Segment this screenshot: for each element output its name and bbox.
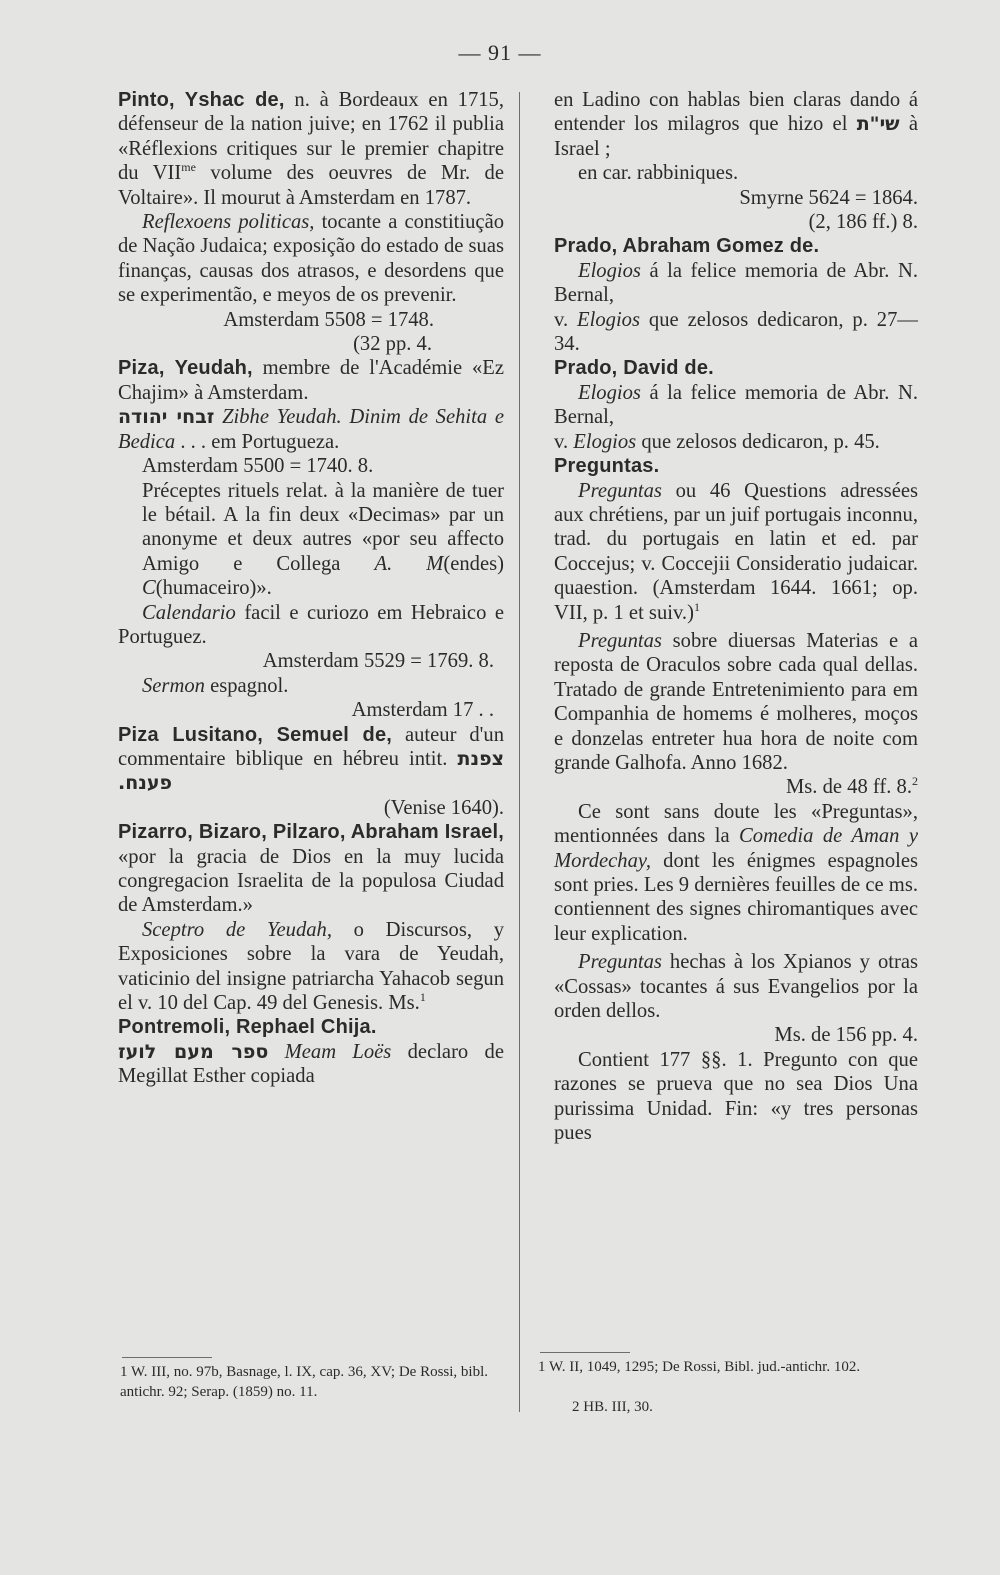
- entry-heading: Preguntas.: [554, 455, 660, 478]
- work-title: Zibhe Yeudah. Dinim de Sehita e Bedica: [118, 406, 504, 453]
- imprint: Amsterdam 5529 = 1769. 8.: [262, 650, 494, 673]
- format: (32 pp. 4.: [353, 333, 432, 356]
- work-title: Calendario: [142, 601, 236, 624]
- work-title: Preguntas: [578, 951, 662, 974]
- work-title: Preguntas: [578, 629, 662, 652]
- work-title: Elogios: [578, 381, 641, 404]
- work-note: en car. rabbiniques.: [578, 162, 739, 185]
- entry-preguntas: [554, 454, 918, 478]
- entry-heading: Piza, Yeudah,: [118, 357, 253, 380]
- entry-work: Preguntas hechas à los Xpianos y otras «Cossas» tocantes á sus Evangelios por la orden dellos.: [554, 951, 918, 1023]
- entry-piza-lusitano: Piza Lusitano, Semuel de, auteur d'un commentaire biblique en hébreu intit. צפנת פענח.: [118, 723, 504, 795]
- footnote: 1 W. III, no. 97b, Basnage, l. IX, cap. 36, XV; De Rossi, bibl. antichr. 92; Serap. (1859) no. 11.: [120, 1364, 489, 1400]
- entry-heading: Piza Lusitano, Semuel de,: [118, 723, 393, 746]
- entry-heading: Pinto, Yshac de,: [118, 89, 285, 111]
- column-divider: [519, 92, 520, 1412]
- hebrew-title: ספר מעם לועז: [118, 1040, 269, 1063]
- cross-reference: v. Elogios que zelosos dedicaron, p. 27—34.: [554, 308, 918, 356]
- entry-pontremoli: [118, 1015, 504, 1039]
- imprint: (Venise 1640).: [383, 796, 504, 819]
- hebrew-word: שי"ת: [856, 113, 900, 136]
- hebrew-title: צפנת פענח.: [118, 747, 504, 795]
- entry-heading: Prado, Abraham Gomez de.: [554, 235, 820, 258]
- work-note: Ce sont sans doute les «Preguntas», mentionnées dans la Comedia de Aman y Mordechay, dont les énigmes espagnoles sont pries. Les 9 dernières feuilles de ce ms. contiennent des signes chiromantiques avec leur explication.: [554, 800, 918, 945]
- imprint: Amsterdam 5500 = 1740. 8.: [142, 455, 374, 478]
- entry-heading: Pontremoli, Rephael Chija.: [118, 1016, 377, 1039]
- entry-work: Elogios á la felice memoria de Abr. N. Bernal,: [554, 381, 918, 429]
- entry-work: Elogios á la felice memoria de Abr. N. Bernal,: [554, 259, 918, 307]
- left-column: [118, 88, 504, 1089]
- format: (2, 186 ff.) 8.: [808, 211, 918, 234]
- entry-prado-david: [554, 356, 918, 380]
- entry-piza: Piza, Yeudah, membre de l'Académie «Ez Chajim» à Amsterdam.: [118, 357, 504, 404]
- page-number: — 91 —: [458, 40, 542, 65]
- entry-heading: Pizarro, Bizaro, Pilzaro,: [118, 821, 346, 844]
- entry-pizarro: Pizarro, Bizaro, Pilzaro, Abraham Israel, «por la gracia de Dios en la muy lucida congregacion Israelita de la populosa Ciudad de Amsterdam.»: [118, 821, 504, 917]
- footnote-rule: [122, 1357, 212, 1358]
- work-note: Préceptes rituels relat. à la manière de tuer le bétail. A la fin deux «Decimas» par un anonyme et deux autres «por seu affecto Amigo e Collega A. M(endes) C(humaceiro)».: [142, 479, 504, 600]
- footnote: 1 W. II, 1049, 1295; De Rossi, Bibl. jud.-antichr. 102.: [538, 1359, 861, 1375]
- imprint: Amsterdam 17 . .: [351, 699, 494, 722]
- entry-work: Calendario facil e curiozo em Hebraico e Portuguez.: [118, 601, 504, 648]
- entry-work: Reflexoens politicas, tocante a constitiução de Nação Judaica; exposição do estado de suas finanças, causas dos atrasos, e desordens que se experimentão, e meyos de os prevenir.: [118, 211, 505, 307]
- hebrew-title: זבחי יהודה: [118, 406, 215, 429]
- footnote: 2 HB. III, 30.: [572, 1399, 653, 1415]
- work-note: Contient 177 §§. 1. Pregunto con que razones se prueva que no sea Dios Una purissima Unidad. Fin: «y tres personas pues: [554, 1048, 918, 1145]
- entry-work: Sermon espagnol.: [142, 674, 289, 697]
- imprint: Amsterdam 5508 = 1748.: [223, 308, 434, 331]
- footnote-rule: [540, 1352, 630, 1353]
- manuscript-format: Ms. de 156 pp. 4.: [774, 1024, 918, 1047]
- entry-work: Preguntas sobre diuersas Materias e a reposta de Oraculos sobre cada qual dellas. Tratado de grande Entretenimiento para em Companhia de homems é molheres, moços e donzelas entreter hua hora de noite com grande Galhofa. Anno 1682.: [554, 629, 918, 774]
- work-title: Reflexoens politicas,: [142, 211, 315, 234]
- entry-work: ספר מעם לועז Meam Loës declaro de Megillat Esther copiada: [118, 1040, 504, 1088]
- entry-work: זבחי יהודה Zibhe Yeudah. Dinim de Sehita e Bedica . . . em Portugueza.: [118, 406, 504, 453]
- manuscript-format: Ms. de 48 ff. 8.$^2$: [785, 774, 918, 799]
- cross-reference: v. Elogios que zelosos dedicaron, p. 45.: [554, 430, 880, 453]
- entry-pinto: Pinto, Yshac de, n. à Bordeaux en 1715, défenseur de la nation juive; en 1762 il publia «Réflexions critiques sur le premier chapitre du $VII^{me}$ volume des oeuvres de Mr. de Voltaire». Il mourut à Amsterdam en 1787.: [118, 89, 504, 209]
- work-title: Preguntas: [578, 479, 662, 502]
- work-title: Sceptro de Yeudah,: [142, 918, 332, 941]
- work-title: Meam Loës: [284, 1040, 392, 1063]
- entry-work: Sceptro de Yeudah, o Discursos, y Exposiciones sobre la vara de Yeudah, vaticinio del insigne patriarcha Yahacob segun el v. 10 del Cap. 49 del Genesis. Ms.$^1$: [118, 918, 504, 1015]
- work-title: Sermon: [142, 674, 205, 697]
- right-column: [554, 88, 918, 1145]
- entry-continuation: en Ladino con hablas bien claras dando á entender los milagros que hizo el שי"ת à Israel ;: [554, 89, 918, 160]
- imprint: Smyrne 5624 = 1864.: [739, 186, 918, 209]
- entry-work: Preguntas ou 46 Questions adressées aux chrétiens, par un juif portugais inconnu, trad. du portugais en latin et ed. par Coccejus; v. Coccejii Consideratio judaicar. quaestion. (Amsterdam 1644. 1661; op. VII, p. 1 et suiv.)$^1$: [554, 479, 918, 624]
- entry-prado-abraham: [554, 234, 918, 258]
- entry-heading: Prado, David de.: [554, 357, 714, 380]
- work-title: Elogios: [578, 259, 641, 282]
